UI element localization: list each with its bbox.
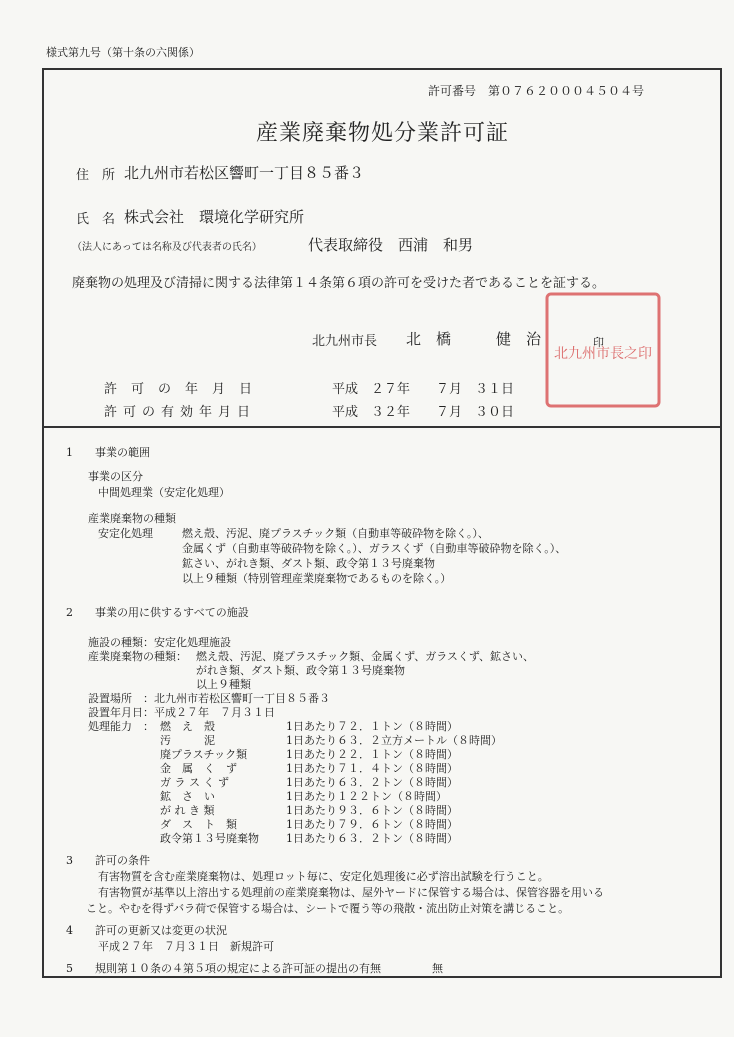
mayor-title: 北九州市長 [312,334,378,349]
capacity-item: 鉱 さ い [160,790,215,803]
capacity-amount: 1日あたり１２２トン（８時間） [286,790,447,803]
business-category-value: 中間処理業（安定化処理） [98,486,230,499]
capacity-item: 燃 え 殻 [160,720,215,733]
waste-type-line-2: 金属くず（自動車等破砕物を除く。）、ガラスくず（自動車等破砕物を除く。）、 [182,542,567,555]
facility-waste-line-2: がれき類、ダスト類、政令第１３号廃棄物 [196,664,405,677]
section-divider [42,426,722,428]
facility-waste-line-3: 以上９種類 [196,678,251,691]
capacity-amount: 1日あたり７１．４トン（８時間） [286,762,458,775]
condition-line-3: こと。やむを得ずバラ荷で保管する場合は、シートで覆う等の飛散・流出防止対策を講じること。 [86,902,570,915]
capacity-amount: 1日あたり２２．１トン（８時間） [286,748,458,761]
seal-mark: 印 [593,336,604,349]
section-4-heading: 4 許可の更新又は変更の状況 [66,924,227,937]
address-value: 北九州市若松区響町一丁目８５番３ [124,164,365,182]
waste-type-line-4: 以上９種類（特別管理産業廃棄物であるものを除く。） [182,572,452,585]
name-label: 氏 名 [76,212,116,227]
section-5-heading: 5 規則第１０条の４第５項の規定による許可証の提出の有無 [66,962,381,975]
condition-line-2: 有害物質が基準以上溶出する処理前の産業廃棄物は、屋外ヤードに保管する場合は、保管容器を用いる [98,886,604,899]
capacity-amount: 1日あたり６３．２立方メートル（８時間） [286,734,502,747]
capacity-item: 金 属 く ず [160,762,237,775]
seal-text: 北九州市長之印 [554,346,652,362]
representative-note: （法人にあっては名称及び代表者の氏名） [72,242,262,253]
facility-waste-line-1: 燃え殻、汚泥、廃プラスチック類、金属くず、ガラスくず、鉱さい、 [196,650,535,663]
capacity-item: 汚 泥 [160,734,215,747]
installation-location: 設置場所 ：北九州市若松区響町一丁目８５番３ [88,692,330,705]
section-3-heading: 3 許可の条件 [66,854,150,867]
capacity-label: 処理能力 ： [88,720,154,733]
official-seal [541,288,665,412]
capacity-item: ダ ス ト 類 [160,818,237,831]
waste-type-line-1: 燃え殻、汚泥、廃プラスチック類（自動車等破砕物を除く。）、 [182,527,489,540]
expiry-date-value: 平成 ３２年 ７月 ３０日 [332,405,515,420]
capacity-item: 廃プラスチック類 [160,748,248,761]
condition-line-1: 有害物質を含む産業廃棄物は、処理ロット毎に、安定化処理後に必ず溶出試験を行うこと。 [98,870,549,883]
submission-status: 無 [432,962,443,975]
waste-types-label: 産業廃棄物の種類 [88,512,176,525]
permit-number: 許可番号 第０７６２０００４５０４号 [428,84,645,98]
company-name: 株式会社 環境化学研究所 [124,208,305,226]
section-1-heading: 1 事業の範囲 [66,446,150,459]
capacity-amount: 1日あたり６３．２トン（８時間） [286,832,458,845]
capacity-item: が れ き 類 [160,804,215,817]
capacity-item: 政令第１３号廃棄物 [160,832,259,845]
capacity-amount: 1日あたり９３．６トン（８時間） [286,804,458,817]
capacity-item: ガ ラ ス く ず [160,776,229,789]
document-title: 産業廃棄物処分業許可証 [256,121,510,146]
expiry-date-label: 許可の有効年月日 [104,405,257,420]
certification-statement: 廃棄物の処理及び清掃に関する法律第１４条第６項の許可を受けた者であることを証する。 [72,276,606,291]
form-label: 様式第九号（第十条の六関係） [46,46,200,59]
mayor-surname: 北 橋 [406,330,452,348]
business-category-label: 事業の区分 [88,470,143,483]
facility-type: 施設の種類：安定化処理施設 [88,636,231,649]
facility-waste-label: 産業廃棄物の種類： [88,650,187,663]
section-2-heading: 2 事業の用に供するすべての施設 [66,606,249,619]
permit-date-label: 許可の年月日 [104,382,267,397]
installation-date: 設置年月日：平成２７年 ７月３１日 [88,706,275,719]
mayor-given-name: 健 治 [496,330,542,348]
capacity-amount: 1日あたり６３．２トン（８時間） [286,776,458,789]
capacity-amount: 1日あたり７９．６トン（８時間） [286,818,458,831]
waste-type-line-3: 鉱さい、がれき類、ダスト類、政令第１３号廃棄物 [182,557,435,570]
renewal-status: 平成２７年 ７月３１日 新規許可 [98,940,274,953]
permit-date-value: 平成 ２７年 ７月 ３１日 [332,382,515,397]
waste-category: 安定化処理 [98,527,153,540]
address-label: 住 所 [76,168,116,183]
representative-name: 代表取締役 西浦 和男 [308,236,474,254]
capacity-amount: 1日あたり７２．１トン（８時間） [286,720,458,733]
